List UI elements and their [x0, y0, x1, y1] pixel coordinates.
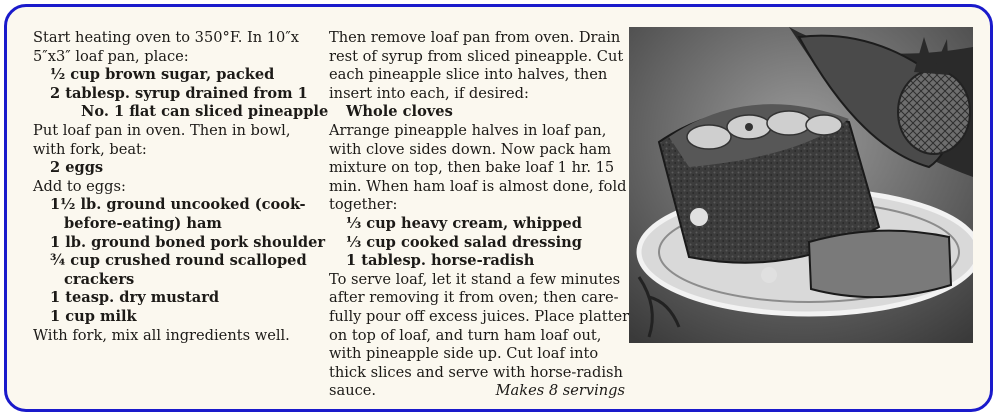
instruction-line: min. When ham loaf is almost done, fold: [329, 177, 627, 195]
instruction-line: with clove sides down. Now pack ham: [329, 140, 612, 158]
instruction-line: thick slices and serve with horse-radish: [329, 363, 623, 381]
ingredient-line: 1½ lb. ground uncooked (cook-: [50, 196, 306, 214]
instruction-line: Arrange pineapple halves in loaf pan,: [329, 121, 607, 139]
ingredient-line: 1 cup milk: [50, 307, 137, 325]
recipe-column-left: [33, 29, 329, 345]
instruction-line: fully pour off excess juices. Place platter: [329, 307, 630, 325]
instruction-line: Start heating oven to 350°F. In 10″x: [33, 29, 300, 46]
instruction-line: with pineapple side up. Cut loaf into: [329, 345, 599, 363]
recipe-card: [4, 4, 993, 412]
garnish-icon: [761, 267, 777, 283]
ingredient-line: ½ cup brown sugar, packed: [50, 66, 275, 84]
garnish-icon: [690, 208, 708, 226]
instruction-line: Then remove loaf pan from oven. Drain: [329, 29, 621, 46]
ingredient-line: crackers: [64, 270, 135, 288]
instruction-line: on top of loaf, and turn ham loaf out,: [329, 326, 602, 344]
photo-illustration: [629, 27, 973, 343]
instruction-line: insert into each, if desired:: [329, 84, 529, 102]
ham-loaf-slice: [809, 231, 951, 298]
instruction-line: To serve loaf, let it stand a few minutes: [329, 270, 621, 288]
instruction-line: each pineapple slice into halves, then: [329, 66, 608, 84]
ingredient-line: ⅓ cup cooked salad dressing: [346, 233, 582, 251]
ingredient-line: 2 eggs: [50, 159, 104, 177]
ingredient-line: Whole cloves: [346, 103, 453, 121]
instruction-line: Put loaf pan in oven. Then in bowl,: [33, 121, 291, 139]
ingredient-line: No. 1 flat can sliced pineapple: [81, 103, 329, 121]
instruction-line: With fork, mix all ingredients well.: [33, 326, 290, 344]
pineapple-slice: [767, 111, 811, 135]
instruction-line: sauce.: [329, 382, 377, 400]
instruction-line: rest of syrup from sliced pineapple. Cut: [329, 47, 624, 65]
ingredient-line: ⅓ cup heavy cream, whipped: [346, 214, 582, 232]
instruction-line: together:: [329, 196, 398, 214]
ingredient-line: ¾ cup crushed round scalloped: [50, 252, 307, 270]
pineapple-slice: [687, 125, 731, 149]
pineapple-slice: [806, 115, 842, 135]
ham-loaf-photo: [629, 27, 973, 343]
ingredient-line: 1 teasp. dry mustard: [50, 289, 220, 307]
instruction-line: 5″x3″ loaf pan, place:: [33, 47, 189, 65]
ingredient-line: 1 tablesp. horse-radish: [346, 252, 535, 270]
instruction-line: after removing it from oven; then care-: [329, 289, 619, 307]
clove-icon: [745, 123, 753, 131]
ingredient-line: 1 lb. ground boned pork shoulder: [50, 233, 326, 251]
instruction-line: with fork, beat:: [33, 140, 147, 158]
pineapple-icon: [898, 70, 970, 154]
yield-label: Makes 8 servings: [495, 382, 625, 400]
instruction-line: mixture on top, then bake loaf 1 hr. 15: [329, 159, 615, 177]
recipe-column-middle: [329, 29, 630, 401]
ingredient-line: before-eating) ham: [64, 214, 222, 232]
ingredient-line: 2 tablesp. syrup drained from 1: [50, 84, 308, 102]
instruction-line: Add to eggs:: [33, 177, 126, 195]
final-line: [329, 382, 625, 401]
